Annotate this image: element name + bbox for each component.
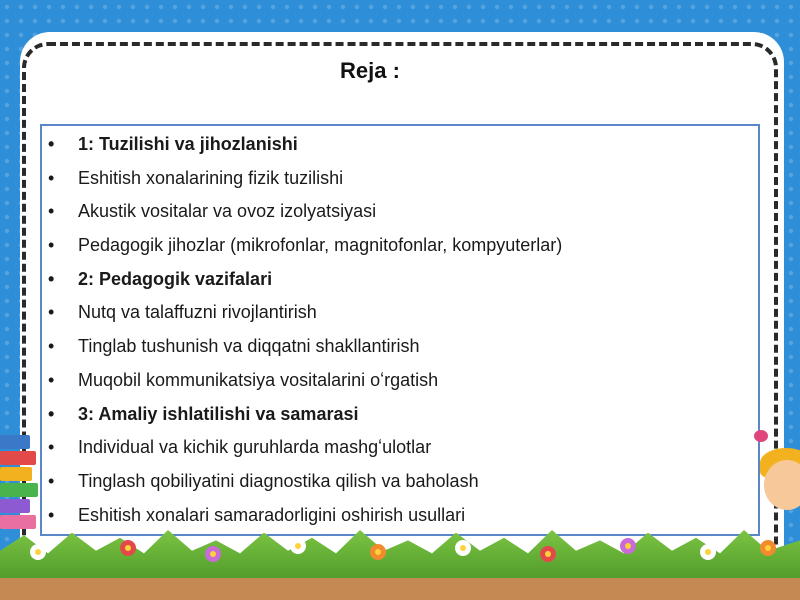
bullet-icon: • xyxy=(48,403,55,424)
list-item-text: Akustik vositalar va ovoz izolyatsiyasi xyxy=(78,201,377,222)
bullet-icon: • xyxy=(48,201,55,222)
list-item-text: 2: Pedagogik vazifalari xyxy=(78,268,273,289)
list-item xyxy=(42,162,758,196)
flower-icon xyxy=(370,544,386,560)
bullet-icon: • xyxy=(48,470,55,491)
book-icon xyxy=(0,499,30,513)
flower-icon xyxy=(540,546,556,562)
list-item xyxy=(42,465,758,499)
bullet-icon: • xyxy=(48,235,55,256)
bullet-icon: • xyxy=(48,134,55,154)
list-item xyxy=(42,296,758,330)
list-item-text: Muqobil kommunikatsiya vositalarini oʻrgatish xyxy=(78,369,439,390)
book-icon xyxy=(0,435,30,449)
book-icon xyxy=(0,483,38,497)
list-item-text: Tinglash qobiliyatini diagnostika qilish va baholash xyxy=(78,470,479,491)
book-icon xyxy=(0,451,36,465)
child-face xyxy=(764,460,800,510)
bullet-list xyxy=(42,126,758,532)
list-item-text: Tinglab tushunish va diqqatni shakllantirish xyxy=(78,336,420,357)
bullet-icon: • xyxy=(48,504,55,525)
list-item-text: Individual va kichik guruhlarda mashgʻulotlar xyxy=(78,437,432,458)
list-item xyxy=(42,330,758,364)
bullet-icon: • xyxy=(48,336,55,357)
child-illustration xyxy=(760,420,800,540)
flower-icon xyxy=(455,540,471,556)
bullet-icon: • xyxy=(48,167,55,188)
hair-bow-icon xyxy=(754,430,768,442)
flower-icon xyxy=(760,540,776,556)
ground-strip xyxy=(0,578,800,600)
list-item-text: Nutq va talaffuzni rivojlantirish xyxy=(78,302,317,323)
list-item xyxy=(42,398,758,432)
slide-title: Reja : xyxy=(340,58,400,83)
list-item xyxy=(42,263,758,297)
flower-icon xyxy=(30,544,46,560)
list-item-text: Eshitish xonalari samaradorligini oshirish usullari xyxy=(78,504,466,525)
books-stack-illustration xyxy=(0,405,40,555)
book-icon xyxy=(0,467,32,481)
list-item xyxy=(42,364,758,398)
list-item xyxy=(42,499,758,533)
bullet-icon: • xyxy=(48,437,55,458)
list-item xyxy=(42,195,758,229)
content-box xyxy=(40,124,760,536)
book-icon xyxy=(0,515,36,529)
flower-icon xyxy=(120,540,136,556)
list-item-text: 3: Amaliy ishlatilishi va samarasi xyxy=(78,403,359,424)
flower-icon xyxy=(290,538,306,554)
list-item xyxy=(42,128,758,162)
bullet-icon: • xyxy=(48,369,55,390)
flower-icon xyxy=(700,544,716,560)
flower-icon xyxy=(205,546,221,562)
list-item xyxy=(42,229,758,263)
flower-icon xyxy=(620,538,636,554)
list-item-text: Pedagogik jihozlar (mikrofonlar, magnitofonlar, kompyuterlar) xyxy=(78,235,563,256)
bullet-icon: • xyxy=(48,268,55,289)
list-item xyxy=(42,431,758,465)
list-item-text: 1: Tuzilishi va jihozlanishi xyxy=(78,134,298,154)
bullet-icon: • xyxy=(48,302,55,323)
list-item-text: Eshitish xonalarining fizik tuzilishi xyxy=(78,167,344,188)
